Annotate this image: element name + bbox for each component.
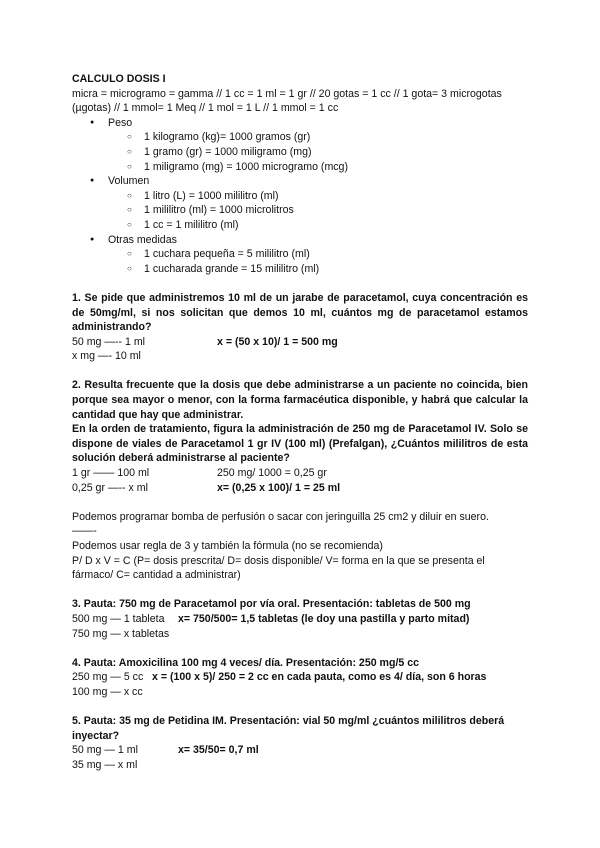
- note-line-2: Podemos usar regla de 3 y también la fórmula (no se recomienda): [72, 540, 383, 552]
- document-content: [72, 72, 528, 773]
- note-formula: P/ D x V = C (P= dosis prescrita/ D= dosis disponible/ V= forma en la que se presenta el fármaco/ C= cantidad a administrar): [72, 554, 485, 582]
- q2-row-1: [72, 466, 528, 481]
- measure-item: ○ 1 litro (L) = 1000 mililitro (ml): [72, 189, 528, 204]
- question-4: [72, 656, 528, 700]
- spacer: [72, 495, 528, 510]
- question-4-text: 4. Pauta: Amoxicilina 100 mg 4 veces/ día. Presentación: 250 mg/5 cc: [72, 656, 420, 669]
- note-line-1: Podemos programar bomba de perfusión o sacar con jeringuilla 25 cm2 y diluir en suero.: [72, 510, 489, 523]
- q4-answer: x = (100 x 5)/ 250 = 2 cc en cada pauta, como es 4/ día, son 6 horas: [152, 671, 487, 684]
- measure-item: ○ 1 cuchara pequeña = 5 mililitro (ml): [72, 247, 528, 262]
- q3-proportion-1: 500 mg — 1 tableta: [72, 612, 165, 625]
- question-1: [72, 291, 528, 364]
- notes: [72, 510, 528, 583]
- measure-group-peso: ● Peso: [72, 116, 528, 131]
- q4-proportion-2: 100 mg — x cc: [72, 685, 143, 698]
- question-5-text: 5. Pauta: 35 mg de Petidina IM. Presentación: vial 50 mg/ml ¿cuántos mililitros deberá inyectar?: [72, 715, 505, 742]
- measure-group-volumen: ● Volumen: [72, 174, 528, 189]
- q5-answer: x= 35/50= 0,7 ml: [178, 744, 259, 757]
- equivalences-text: micra = microgramo = gamma // 1 cc = 1 ml = 1 gr // 20 gotas = 1 cc // 1 gota= 3 microgotas (µgotas) // 1 mmol= 1 Meq // 1 mol = 1 L // 1 mmol = 1 cc: [72, 87, 502, 115]
- q4-row: [72, 670, 528, 685]
- q5-row: [72, 743, 528, 758]
- q2-proportion-1: 1 gr —— 100 ml: [72, 467, 150, 480]
- q3-row: [72, 612, 528, 627]
- measure-item: ○ 1 gramo (gr) = 1000 miligramo (mg): [72, 145, 528, 160]
- q1-answer: x = (50 x 10)/ 1 = 500 mg: [217, 335, 338, 348]
- measure-item: ○ 1 kilogramo (kg)= 1000 gramos (gr): [72, 130, 528, 145]
- question-2-text: 2. Resulta frecuente que la dosis que debe administrarse a un paciente no coincida, bien porque sea mayor o menor, con la forma farmacéutica disponible, y habrá que calcular la cantidad que hay que administrar.: [72, 379, 528, 421]
- question-2-text-2: En la orden de tratamiento, figura la administración de 250 mg de Paracetamol IV. Solo se dispone de viales de Paracetamol 1 gr IV (100 ml) (Prefalgan), ¿Cuántos mililitros de esta solución deberá administrarse al paciente?: [72, 423, 528, 465]
- question-2: [72, 378, 528, 495]
- q4-proportion-1: 250 mg — 5 cc: [72, 671, 144, 684]
- spacer: [72, 276, 528, 291]
- q3-proportion-2: 750 mg — x tabletas: [72, 627, 170, 640]
- question-3: [72, 597, 528, 641]
- q2-proportion-2: 0,25 gr —-- x ml: [72, 481, 148, 494]
- q3-answer: x= 750/500= 1,5 tabletas (le doy una pastilla y parto mitad): [178, 612, 470, 625]
- doc-title: CALCULO DOSIS I: [72, 73, 166, 85]
- measure-group-otras: ● Otras medidas: [72, 233, 528, 248]
- spacer: [72, 700, 528, 715]
- q2-answer: x= (0,25 x 100)/ 1 = 25 ml: [217, 481, 341, 494]
- question-1-row: [72, 335, 528, 350]
- measures-list: [72, 116, 528, 277]
- spacer: [72, 583, 528, 598]
- q5-proportion-1: 50 mg — 1 ml: [72, 744, 138, 757]
- measure-item: ○ 1 miligramo (mg) = 1000 microgramo (mcg): [72, 160, 528, 175]
- measure-item: ○ 1 cucharada grande = 15 mililitro (ml): [72, 262, 528, 277]
- q1-proportion-2: x mg —- 10 ml: [72, 350, 141, 363]
- note-separator: ——-: [72, 525, 97, 538]
- q5-proportion-2: 35 mg — x ml: [72, 758, 138, 771]
- q2-conversion: 250 mg/ 1000 = 0,25 gr: [217, 467, 327, 480]
- q2-row-2: [72, 481, 528, 496]
- measure-item: ○ 1 mililitro (ml) = 1000 microlitros: [72, 203, 528, 218]
- question-1-text: 1. Se pide que administremos 10 ml de un jarabe de paracetamol, cuya concentración es de 50mg/ml, si nos solicitan que demos 10 ml, cuántos mg de paracetamol estamos administrando?: [72, 291, 528, 334]
- q1-proportion-1: 50 mg —-- 1 ml: [72, 335, 145, 348]
- spacer: [72, 641, 528, 656]
- spacer: [72, 364, 528, 379]
- question-3-text: 3. Pauta: 750 mg de Paracetamol por vía oral. Presentación: tabletas de 500 mg: [72, 598, 471, 611]
- question-5: [72, 714, 528, 772]
- measure-item: ○ 1 cc = 1 mililitro (ml): [72, 218, 528, 233]
